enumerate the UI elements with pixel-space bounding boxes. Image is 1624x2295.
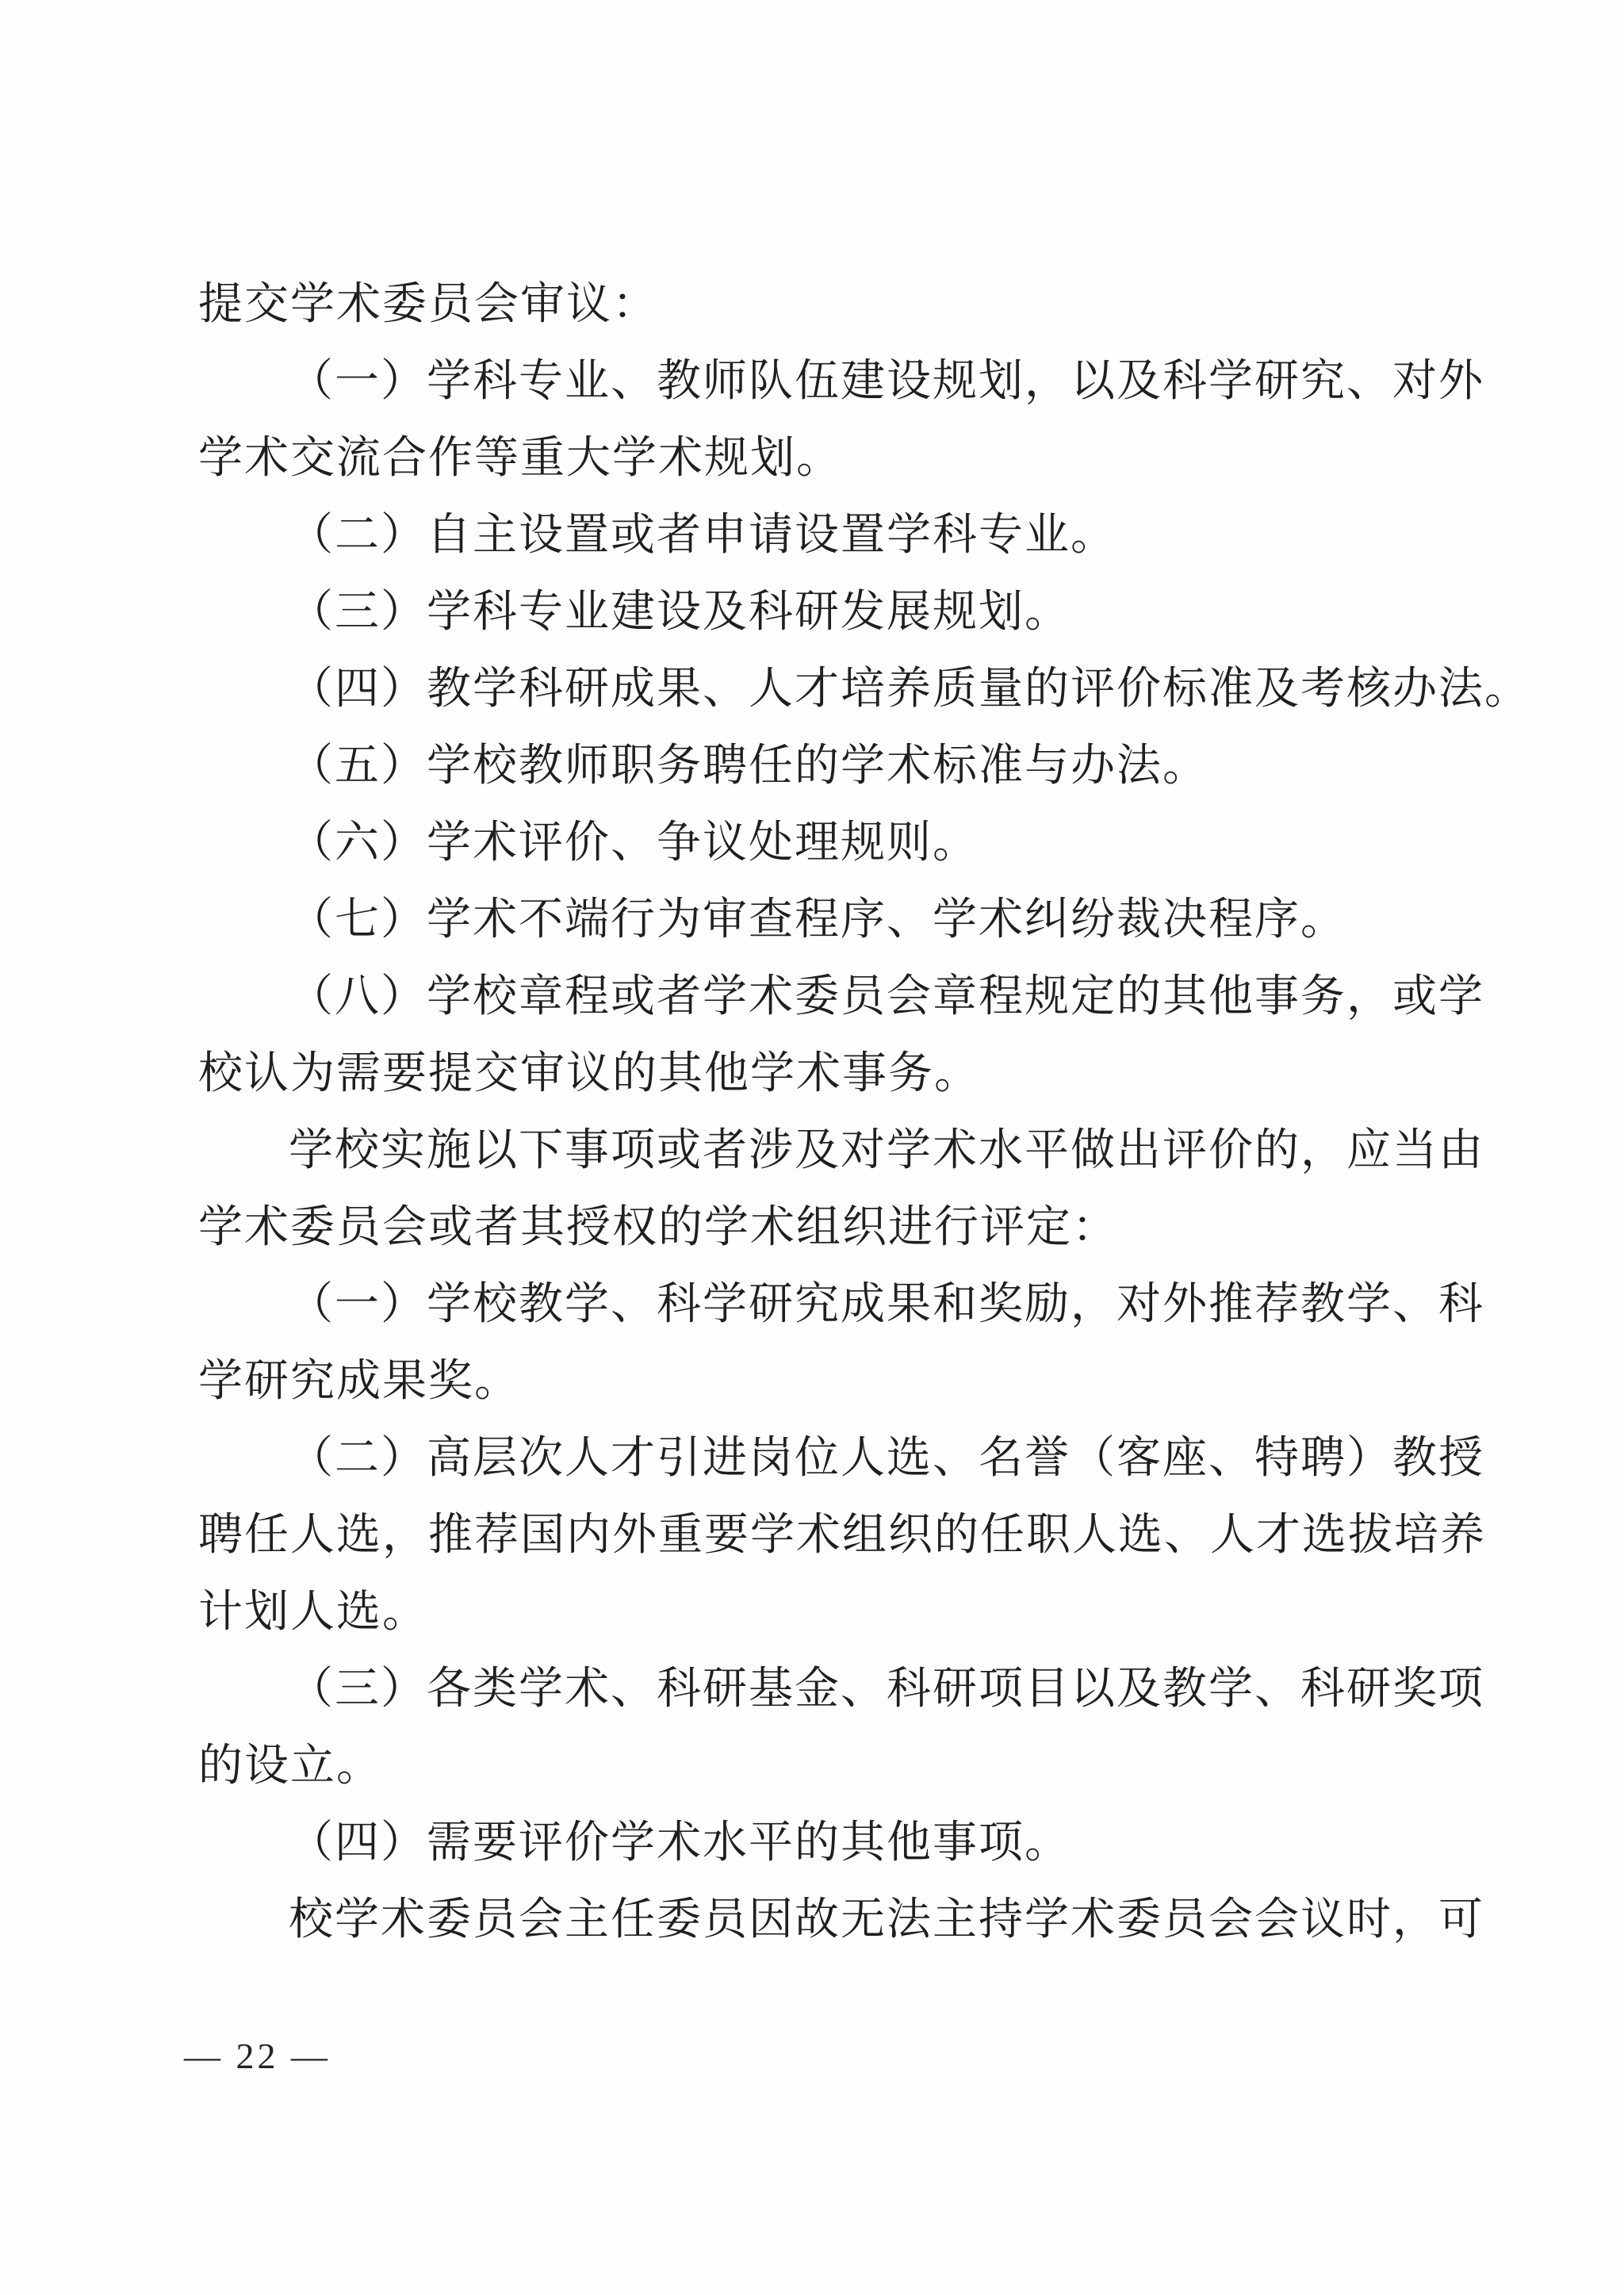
text-line: （一）学校教学、科学研究成果和奖励，对外推荐教学、科 <box>289 1280 1484 1329</box>
text-line: 学术委员会或者其授权的学术组织进行评定： <box>198 1203 1118 1252</box>
text-line: （一）学科专业、教师队伍建设规划，以及科学研究、对外 <box>289 357 1484 406</box>
text-line: 的设立。 <box>198 1741 382 1791</box>
text-line: （八）学校章程或者学术委员会章程规定的其他事务，或学 <box>289 972 1484 1021</box>
text-line: 提交学术委员会审议： <box>198 280 658 329</box>
text-line: 计划人选。 <box>198 1588 428 1637</box>
text-line: （四）需要评价学术水平的其他事项。 <box>289 1818 1071 1868</box>
text-line: 学校实施以下事项或者涉及对学术水平做出评价的，应当由 <box>289 1126 1484 1175</box>
text-line: （七）学术不端行为审查程序、学术纠纷裁决程序。 <box>289 895 1346 944</box>
text-line: （六）学术评价、争议处理规则。 <box>289 818 979 868</box>
document-body <box>198 266 1530 1959</box>
text-line: 学术交流合作等重大学术规划。 <box>198 434 842 483</box>
text-line: （三）各类学术、科研基金、科研项目以及教学、科研奖项 <box>289 1665 1484 1714</box>
text-line: 校学术委员会主任委员因故无法主持学术委员会会议时，可 <box>289 1895 1484 1944</box>
text-line: 学研究成果奖。 <box>198 1357 520 1406</box>
text-line: 聘任人选，推荐国内外重要学术组织的任职人选、人才选拔培养 <box>198 1511 1486 1560</box>
text-line: （二）高层次人才引进岗位人选、名誉（客座、特聘）教授 <box>289 1434 1484 1483</box>
text-line: （二）自主设置或者申请设置学科专业。 <box>289 511 1116 560</box>
page-number: — 22 — <box>184 2036 331 2076</box>
text-line: 校认为需要提交审议的其他学术事务。 <box>198 1049 980 1098</box>
text-line: （五）学校教师职务聘任的学术标准与办法。 <box>289 741 1208 791</box>
text-line: （四）教学科研成果、人才培养质量的评价标准及考核办法。 <box>289 665 1530 714</box>
text-line: （三）学科专业建设及科研发展规划。 <box>289 588 1071 637</box>
